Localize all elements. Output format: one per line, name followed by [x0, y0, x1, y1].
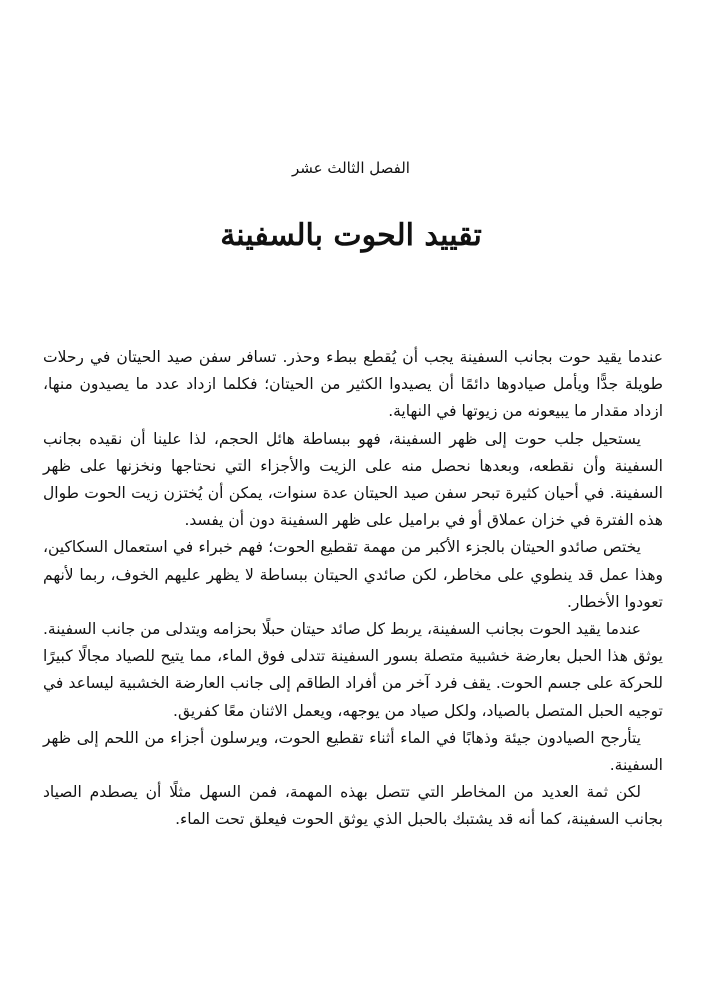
- paragraph: لكن ثمة العديد من المخاطر التي تتصل بهذه المهمة، فمن السهل مثلًا أن يصطدم الصياد بجانب السفينة، كما أنه قد يشتبك بالحبل الذي يوثق الحوت فيعلق تحت الماء.: [43, 783, 663, 829]
- body-text: [43, 344, 663, 834]
- paragraph: عندما يقيد الحوت بجانب السفينة، يربط كل صائد حيتان حبلًا بحزامه ويتدلى من جانب السفينة. يوثق هذا الحبل بعارضة خشبية متصلة بسور السفينة تتدلى فوق الماء، مما يتيح للصياد مجالًا كبيرًا للحركة على جسم الحوت. يقف فرد آخر من أفراد الطاقم إلى جانب العارضة الخشبية ليساعد في توجيه الحبل المتصل بالصياد، ولكل صياد من يوجهه، ويعمل الاثنان معًا كفريق.: [43, 620, 663, 720]
- paragraph: يستحيل جلب حوت إلى ظهر السفينة، فهو ببساطة هائل الحجم، لذا علينا أن نقيده بجانب السفينة وأن نقطعه، وبعدها نحصل منه على الزيت والأجزاء التي نحتاجها ونخزنها على ظهر السفينة. في أحيان كثيرة تبحر سفن صيد الحيتان عدة سنوات، يمكن أن يُختزن زيت الحوت طوال هذه الفترة في خزان عملاق أو في براميل على ظهر السفينة دون أن يفسد.: [43, 429, 663, 530]
- paragraph: يتأرجح الصيادون جيئة وذهابًا في الماء أثناء تقطيع الحوت، ويرسلون أجزاء من اللحم إلى ظهر السفينة.: [43, 728, 663, 775]
- chapter-label: الفصل الثالث عشر: [292, 159, 410, 177]
- chapter-title: تقييد الحوت بالسفينة: [220, 218, 482, 253]
- paragraph: عندما يقيد حوت بجانب السفينة يجب أن يُقطع ببطء وحذر. تسافر سفن صيد الحيتان في رحلات طويلة جدًّا ويأمل صيادوها دائمًا أن يصيدوا الكثير من الحيتان؛ فكلما ازداد عدد ما يصيدون منها، ازداد مقدار ما يبيعونه من زيوتها في النهاية.: [43, 348, 663, 421]
- paragraph: يختص صائدو الحيتان بالجزء الأكبر من مهمة تقطيع الحوت؛ فهم خبراء في استعمال السكاكين، وهذا عمل قد ينطوي على مخاطر، لكن صائدي الحيتان ببساطة لا يظهر عليهم الخوف، ربما لأنهم تعودوا الأخطار.: [43, 538, 663, 611]
